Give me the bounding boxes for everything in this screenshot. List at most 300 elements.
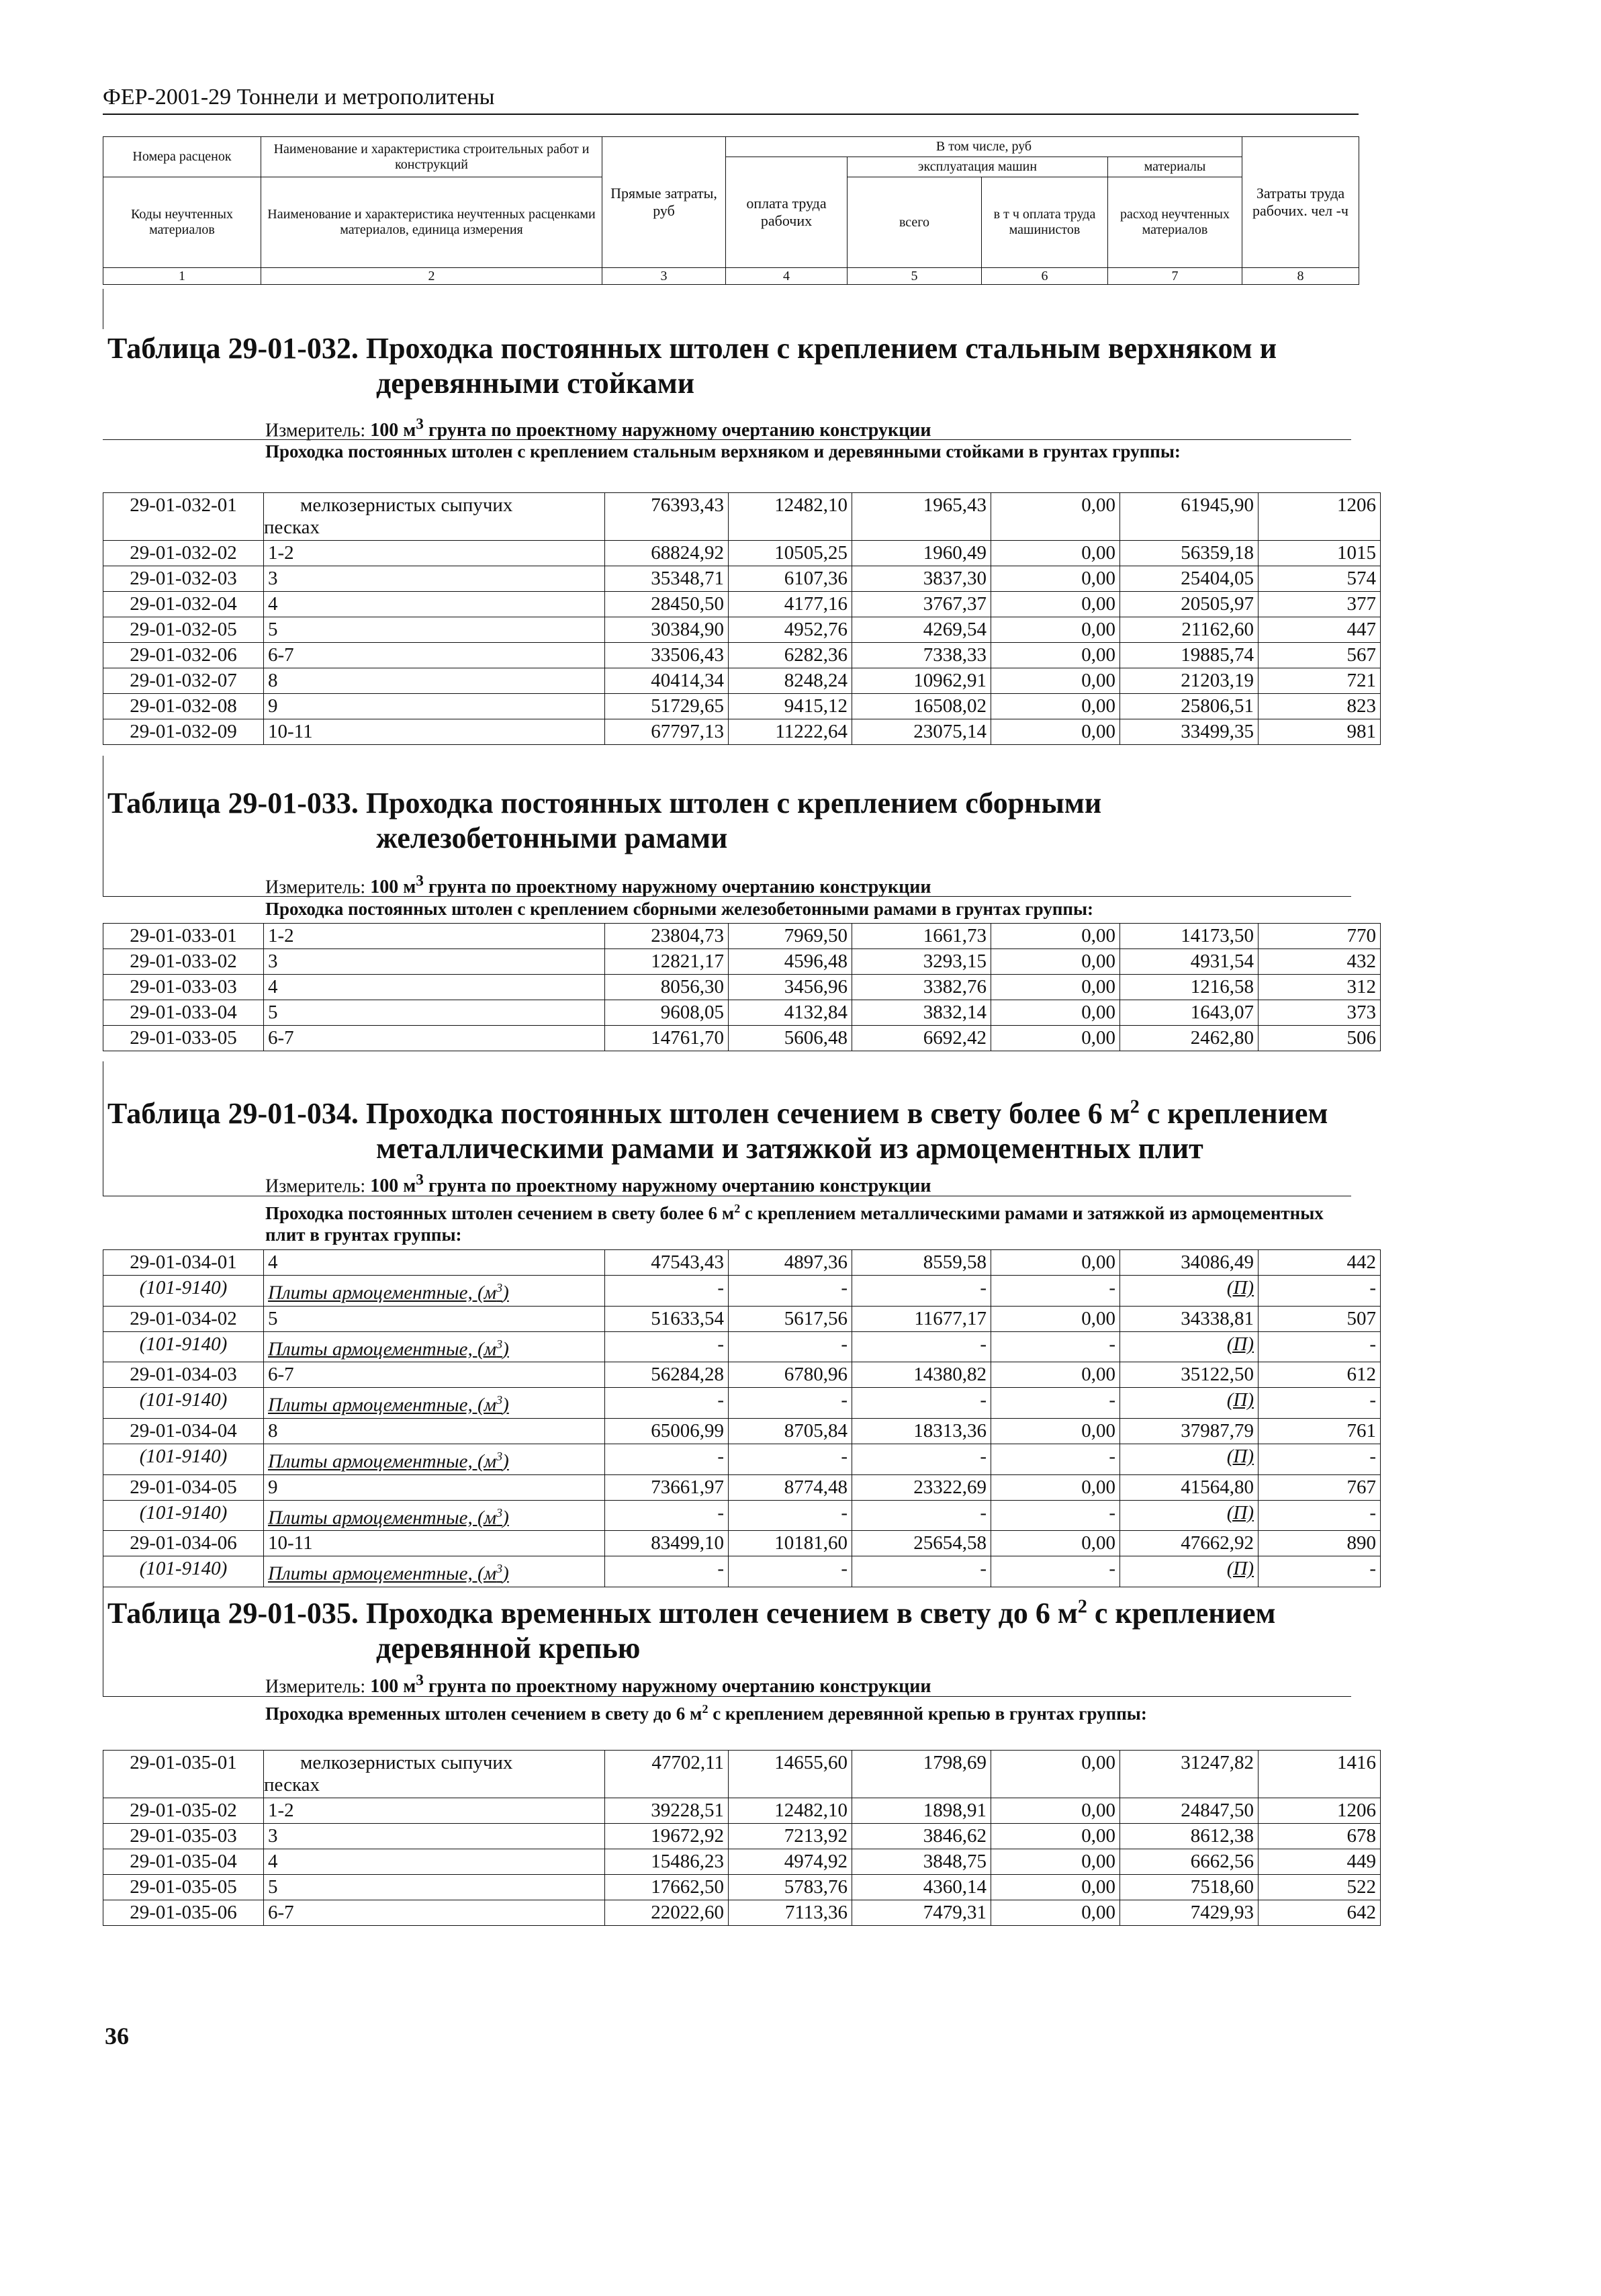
value-col-5: 3846,62 [852,1824,991,1849]
col-4-header: оплата труда рабочих [726,157,848,268]
value-col-5: 3837,30 [852,566,991,592]
value-col-6: 0,00 [991,1798,1120,1824]
value-col-7: 61945,90 [1120,493,1259,541]
table-row [103,541,1381,566]
value-col-7: 1643,07 [1120,1000,1259,1026]
material-code: (101-9140) [103,1331,264,1362]
material-name-text: Плиты армоцементные, (м [268,1562,497,1585]
dash-cell: - [852,1388,991,1419]
value-col-3: 30384,90 [605,617,729,643]
column-number-1: 1 [103,268,261,285]
column-number-7: 7 [1108,268,1242,285]
value-col-3: 67797,13 [605,719,729,745]
table-row [103,1824,1381,1849]
value-col-5: 3848,75 [852,1849,991,1875]
value-col-6: 0,00 [991,719,1120,745]
table-row [103,566,1381,592]
table-032-title-line2: деревянными стойками [376,367,695,400]
material-code: (101-9140) [103,1444,264,1474]
table-033-title-line1: Таблица 29-01-033. Проходка постоянных штолен с креплением сборными [107,787,1102,820]
material-name-text: Плиты армоцементные, (м [268,1507,497,1529]
value-col-3: 9608,05 [605,1000,729,1026]
table-row [103,617,1381,643]
table-032-title-line1: Таблица 29-01-032. Проходка постоянных штолен с креплением стальным верхняком и [107,332,1277,365]
dash-cell: - [852,1276,991,1307]
value-col-4: 12482,10 [729,1798,852,1824]
value-col-5: 4269,54 [852,617,991,643]
value-col-7: 24847,50 [1120,1798,1259,1824]
table-row [103,592,1381,617]
value-col-7: 1216,58 [1120,975,1259,1000]
material-unit-sup: 3 [496,1505,503,1519]
value-col-4: 11222,64 [729,719,852,745]
material-name [264,1331,605,1362]
rate-code: 29-01-032-08 [103,694,264,719]
value-col-6: 0,00 [991,694,1120,719]
dash-cell: - [729,1388,852,1419]
work-name: 5 [264,1306,605,1331]
value-col-7: 7518,60 [1120,1875,1259,1900]
table-row [103,1474,1381,1500]
value-col-6: 0,00 [991,643,1120,668]
table-row [103,1900,1381,1926]
material-unit-sup: 3 [496,1337,503,1351]
col-2-bottom: Наименование и характеристика неучтенных расценками материалов, единица измерения [261,177,602,268]
value-col-3: 17662,50 [605,1875,729,1900]
table-row [103,1849,1381,1875]
table-row [103,1306,1381,1331]
work-name: 5 [264,1875,605,1900]
value-col-5: 11677,17 [852,1306,991,1331]
table-row [103,694,1381,719]
value-col-5: 1798,69 [852,1751,991,1798]
value-col-4: 6282,36 [729,643,852,668]
value-col-3: 28450,50 [605,592,729,617]
dash-cell: - [729,1331,852,1362]
value-col-5: 14380,82 [852,1362,991,1388]
table-035 [103,1750,1381,1926]
value-col-7: 19885,74 [1120,643,1259,668]
table-035-section-rule [103,1696,1351,1697]
material-row [103,1331,1381,1362]
value-col-3: 83499,10 [605,1531,729,1556]
value-col-3: 22022,60 [605,1900,729,1926]
value-col-4: 7969,50 [729,924,852,949]
value-col-3: 12821,17 [605,949,729,975]
col-3-header: Прямые затраты, руб [602,137,726,268]
value-col-8: 447 [1259,617,1381,643]
rate-code: 29-01-034-02 [103,1306,264,1331]
value-col-5: 3382,76 [852,975,991,1000]
value-col-3: 56284,28 [605,1362,729,1388]
dash-cell: - [605,1331,729,1362]
work-name: 4 [264,1250,605,1276]
material-code: (101-9140) [103,1388,264,1419]
work-name: 10-11 [264,719,605,745]
table-035-title-line1: Таблица 29-01-035. Проходка временных штолен сечением в свету до 6 $м^2$ с креплением [107,1596,1276,1630]
machines-header: эксплуатация машин [848,157,1108,177]
value-col-4: 4596,48 [729,949,852,975]
value-col-6: 0,00 [991,1418,1120,1444]
work-name-line2: песках [264,1774,320,1796]
value-col-4: 4974,92 [729,1849,852,1875]
dash-cell: - [729,1556,852,1587]
rate-code: 29-01-033-05 [103,1026,264,1051]
table-032-measure: Измеритель: 100 $м^3$ грунта по проектному наружному очертанию конструкции [265,416,931,441]
value-col-4: 6780,96 [729,1362,852,1388]
dash-cell: - [729,1444,852,1474]
material-row [103,1276,1381,1307]
materials-header: материалы [1108,157,1242,177]
rate-code: 29-01-035-06 [103,1900,264,1926]
table-032-section: Проходка постоянных штолен с креплением стальным верхняком и деревянными стойками в грунтах группы: [265,441,1181,461]
rate-code: 29-01-035-01 [103,1751,264,1798]
value-col-4: 9415,12 [729,694,852,719]
value-col-7: 7429,93 [1120,1900,1259,1926]
rate-code: 29-01-032-07 [103,668,264,694]
value-col-7: 34338,81 [1120,1306,1259,1331]
material-row [103,1500,1381,1531]
col-1-bottom: Коды неучтенных материалов [103,177,261,268]
dash-cell: - [991,1276,1120,1307]
work-name-line1: мелкозернистых сыпучих [300,494,513,516]
value-col-8: 981 [1259,719,1381,745]
table-033-section: Проходка постоянных штолен с креплением сборными железобетонными рамами в грунтах группы: [265,899,1094,919]
value-col-4: 14655,60 [729,1751,852,1798]
material-name [264,1388,605,1419]
value-col-8: 522 [1259,1875,1381,1900]
table-034-title-line1: Таблица 29-01-034. Проходка постоянных штолен сечением в свету более 6 $м^2$ с креплением [107,1096,1328,1130]
table-032 [103,492,1381,745]
column-header-table [103,136,1359,285]
work-name: 5 [264,1000,605,1026]
dash-cell: - [605,1444,729,1474]
work-name: 4 [264,1849,605,1875]
dash-cell: - [729,1500,852,1531]
material-name-close: ) [502,1338,509,1360]
value-col-8: 377 [1259,592,1381,617]
value-col-8: 761 [1259,1418,1381,1444]
value-col-8: 432 [1259,949,1381,975]
table-row [103,1751,1381,1798]
work-name: 6-7 [264,1900,605,1926]
material-code: (101-9140) [103,1500,264,1531]
value-col-3: 65006,99 [605,1418,729,1444]
value-col-6: 0,00 [991,1751,1120,1798]
value-col-8: 1206 [1259,493,1381,541]
rate-code: 29-01-032-04 [103,592,264,617]
table-032-section-rule [103,439,1351,440]
table-033 [103,923,1381,1051]
value-col-6: 0,00 [991,1900,1120,1926]
value-col-8: 678 [1259,1824,1381,1849]
rate-code: 29-01-035-04 [103,1849,264,1875]
value-col-5: 1661,73 [852,924,991,949]
value-col-8: 442 [1259,1250,1381,1276]
rate-code: 29-01-034-05 [103,1474,264,1500]
work-name: 9 [264,694,605,719]
table-row [103,1000,1381,1026]
rate-code: 29-01-035-02 [103,1798,264,1824]
work-name: 1-2 [264,924,605,949]
material-row [103,1388,1381,1419]
value-col-6: 0,00 [991,617,1120,643]
table-033-measure: Измеритель: 100 $м^3$ грунта по проектному наружному очертанию конструкции [265,873,931,898]
value-col-5: 25654,58 [852,1531,991,1556]
dash-cell: - [991,1500,1120,1531]
rate-code: 29-01-034-06 [103,1531,264,1556]
value-col-7: 56359,18 [1120,541,1259,566]
value-col-7: 33499,35 [1120,719,1259,745]
value-col-6: 0,00 [991,493,1120,541]
column-number-4: 4 [726,268,848,285]
column-number-5: 5 [848,268,982,285]
rate-code: 29-01-032-01 [103,493,264,541]
dash-cell: - [1259,1500,1381,1531]
value-col-3: 40414,34 [605,668,729,694]
table-034 [103,1249,1381,1587]
work-name [264,1751,605,1798]
dash-cell: - [991,1444,1120,1474]
col-5-header: всего [848,177,982,268]
value-col-3: 47543,43 [605,1250,729,1276]
material-code: (101-9140) [103,1556,264,1587]
dash-cell: - [1259,1388,1381,1419]
value-col-4: 8248,24 [729,668,852,694]
col-8-header: Затраты труда рабочих. чел -ч [1242,137,1359,268]
value-col-4: 4897,36 [729,1250,852,1276]
value-col-4: 7113,36 [729,1900,852,1926]
value-col-7: 21162,60 [1120,617,1259,643]
value-col-5: 18313,36 [852,1418,991,1444]
table-034-title-line2: металлическими рамами и затяжкой из армоцементных плит [376,1131,1203,1165]
table-035-title [107,1589,1275,1666]
material-name-text: Плиты армоцементные, (м [268,1338,497,1360]
value-col-7: 25404,05 [1120,566,1259,592]
value-col-5: 1965,43 [852,493,991,541]
value-col-6: 0,00 [991,1306,1120,1331]
dash-cell: - [1259,1331,1381,1362]
value-col-7: 47662,92 [1120,1531,1259,1556]
table-row [103,493,1381,541]
dash-cell: - [852,1500,991,1531]
value-col-7: 41564,80 [1120,1474,1259,1500]
value-col-3: 39228,51 [605,1798,729,1824]
page-number: 36 [105,2023,129,2049]
dash-cell: - [605,1556,729,1587]
table-row [103,949,1381,975]
value-col-6: 0,00 [991,1000,1120,1026]
work-name: 1-2 [264,541,605,566]
value-col-5: 16508,02 [852,694,991,719]
value-col-8: 823 [1259,694,1381,719]
value-col-4: 4177,16 [729,592,852,617]
material-name-text: Плиты армоцементные, (м [268,1282,497,1304]
material-unit: (П) [1120,1556,1259,1587]
value-col-8: 767 [1259,1474,1381,1500]
value-col-3: 33506,43 [605,643,729,668]
table-035-section: Проходка временных штолен сечением в свету до 6 $м^2$ с креплением деревянной крепью в грунтах группы: [265,1702,1147,1724]
work-name-line1: мелкозернистых сыпучих [300,1752,513,1773]
value-col-8: 574 [1259,566,1381,592]
value-col-5: 4360,14 [852,1875,991,1900]
table-034-section: Проходка постоянных штолен сечением в свету более 6 $м^2$ с креплением металлическими рамами и затяжкой из армоцементных плит в грунтах группы: [265,1202,1324,1245]
dash-cell: - [1259,1556,1381,1587]
material-unit-sup: 3 [496,1449,503,1463]
table-033-title [107,786,1101,856]
table-row [103,1531,1381,1556]
work-name: 4 [264,975,605,1000]
value-col-6: 0,00 [991,975,1120,1000]
value-col-8: 1416 [1259,1751,1381,1798]
rate-code: 29-01-033-01 [103,924,264,949]
value-col-6: 0,00 [991,924,1120,949]
value-col-6: 0,00 [991,566,1120,592]
value-col-4: 3456,96 [729,975,852,1000]
material-unit: (П) [1120,1388,1259,1419]
dash-cell: - [852,1556,991,1587]
material-row [103,1444,1381,1474]
value-col-7: 2462,80 [1120,1026,1259,1051]
work-name: 8 [264,668,605,694]
value-col-5: 1960,49 [852,541,991,566]
col-7-header: расход неучтенных материалов [1108,177,1242,268]
value-col-8: 612 [1259,1362,1381,1388]
work-name: 3 [264,566,605,592]
dash-cell: - [1259,1444,1381,1474]
material-name-text: Плиты армоцементные, (м [268,1394,497,1416]
value-col-5: 3767,37 [852,592,991,617]
value-col-8: 312 [1259,975,1381,1000]
value-col-8: 507 [1259,1306,1381,1331]
material-code: (101-9140) [103,1276,264,1307]
value-col-6: 0,00 [991,592,1120,617]
rate-code: 29-01-032-02 [103,541,264,566]
value-col-8: 721 [1259,668,1381,694]
dash-cell: - [852,1444,991,1474]
dash-cell: - [852,1331,991,1362]
value-col-4: 12482,10 [729,493,852,541]
material-name-close: ) [502,1394,509,1416]
work-name: 9 [264,1474,605,1500]
col-6-header: в т ч оплата труда машинистов [982,177,1108,268]
value-col-5: 7338,33 [852,643,991,668]
value-col-8: 373 [1259,1000,1381,1026]
work-name: 10-11 [264,1531,605,1556]
value-col-5: 10962,91 [852,668,991,694]
work-name: 8 [264,1418,605,1444]
value-col-6: 0,00 [991,1474,1120,1500]
dash-cell: - [991,1388,1120,1419]
value-col-3: 8056,30 [605,975,729,1000]
value-col-6: 0,00 [991,1824,1120,1849]
value-col-5: 23322,69 [852,1474,991,1500]
value-col-8: 506 [1259,1026,1381,1051]
dash-cell: - [605,1276,729,1307]
table-035-measure: Измеритель: 100 $м^3$ грунта по проектному наружному очертанию конструкции [265,1672,931,1697]
value-col-7: 37987,79 [1120,1418,1259,1444]
value-col-6: 0,00 [991,1362,1120,1388]
material-unit: (П) [1120,1444,1259,1474]
work-name: 4 [264,592,605,617]
rate-code: 29-01-032-03 [103,566,264,592]
value-col-8: 567 [1259,643,1381,668]
value-col-3: 68824,92 [605,541,729,566]
value-col-7: 21203,19 [1120,668,1259,694]
table-034-measure: Измеритель: 100 $м^3$ грунта по проектному наружному очертанию конструкции [265,1172,931,1197]
table-row [103,1418,1381,1444]
value-col-6: 0,00 [991,668,1120,694]
work-name: 6-7 [264,1362,605,1388]
value-col-5: 6692,42 [852,1026,991,1051]
value-col-7: 6662,56 [1120,1849,1259,1875]
value-col-4: 8774,48 [729,1474,852,1500]
dash-cell: - [605,1388,729,1419]
value-col-8: 449 [1259,1849,1381,1875]
dash-cell: - [1259,1276,1381,1307]
value-col-6: 0,00 [991,541,1120,566]
table-row [103,924,1381,949]
dash-cell: - [605,1500,729,1531]
work-name [264,493,605,541]
column-number-2: 2 [261,268,602,285]
dash-cell: - [991,1556,1120,1587]
dash-cell: - [991,1331,1120,1362]
value-col-6: 0,00 [991,1849,1120,1875]
table-row [103,643,1381,668]
table-033-title-line2: железобетонными рамами [376,822,728,854]
page-header: ФЕР-2001-29 Тоннели и метрополитены [103,84,1359,115]
rate-code: 29-01-032-05 [103,617,264,643]
value-col-4: 7213,92 [729,1824,852,1849]
value-col-8: 1206 [1259,1798,1381,1824]
table-row [103,975,1381,1000]
col-1-top: Номера расценок [103,137,261,177]
value-col-5: 7479,31 [852,1900,991,1926]
material-name-text: Плиты армоцементные, (м [268,1450,497,1472]
rate-code: 29-01-034-01 [103,1250,264,1276]
rate-code: 29-01-035-05 [103,1875,264,1900]
value-col-5: 1898,91 [852,1798,991,1824]
value-col-7: 35122,50 [1120,1362,1259,1388]
value-col-3: 76393,43 [605,493,729,541]
material-name [264,1500,605,1531]
table-032-title [107,331,1277,401]
column-number-3: 3 [602,268,726,285]
column-number-8: 8 [1242,268,1359,285]
value-col-3: 47702,11 [605,1751,729,1798]
value-col-4: 8705,84 [729,1418,852,1444]
value-col-3: 35348,71 [605,566,729,592]
rate-code: 29-01-034-03 [103,1362,264,1388]
value-col-3: 15486,23 [605,1849,729,1875]
value-col-4: 6107,36 [729,566,852,592]
value-col-5: 8559,58 [852,1250,991,1276]
value-col-5: 3832,14 [852,1000,991,1026]
value-col-4: 10181,60 [729,1531,852,1556]
group-header: В том числе, руб [726,137,1242,157]
value-col-4: 10505,25 [729,541,852,566]
value-col-8: 890 [1259,1531,1381,1556]
value-col-7: 20505,97 [1120,592,1259,617]
value-col-7: 31247,82 [1120,1751,1259,1798]
dash-cell: - [729,1276,852,1307]
table-row [103,719,1381,745]
value-col-3: 51633,54 [605,1306,729,1331]
value-col-6: 0,00 [991,1026,1120,1051]
work-name: 1-2 [264,1798,605,1824]
table-row [103,1026,1381,1051]
